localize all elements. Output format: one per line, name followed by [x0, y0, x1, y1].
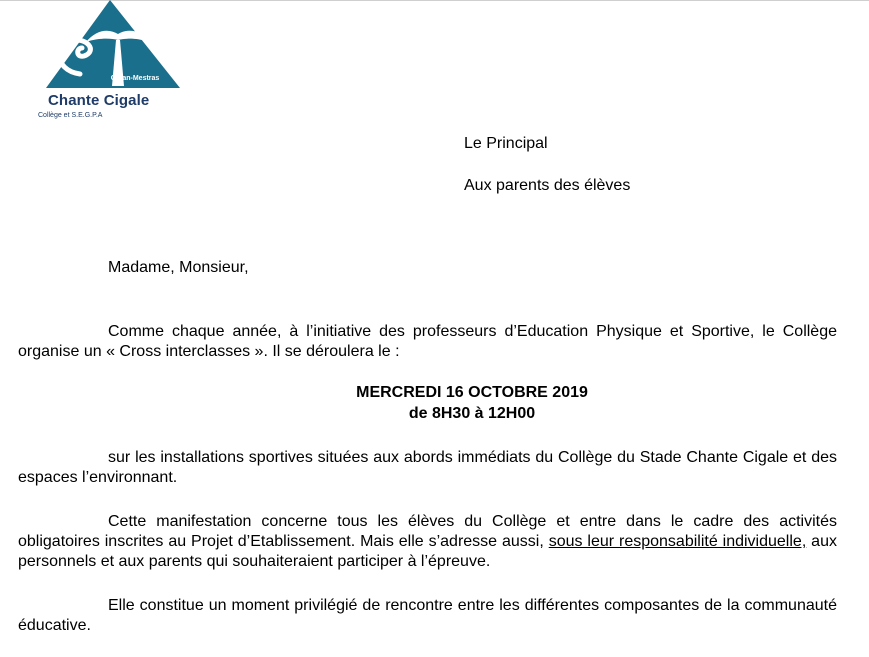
logo-place-label: Gujan-Mestras — [110, 75, 160, 82]
sender: Le Principal — [464, 135, 548, 152]
logo-subtitle: Collège et S.E.G.P.A — [38, 112, 103, 119]
school-logo — [20, 0, 180, 125]
participation-text-end: aux personnels et aux parents qui souhaiteraient participer à l’épreuve. — [18, 533, 837, 570]
greeting: Madame, Monsieur, — [108, 259, 249, 276]
paragraph-intro: Comme chaque année, à l’initiative des professeurs d’Education Physique et Sportive, le Collège organise un « Cross interclasses ». Il se déroulera le : — [18, 323, 837, 360]
paragraph-location: sur les installations sportives situées aux abords immédiats du Collège du Stade Chante Cigale et des espaces l’environnant. — [18, 449, 837, 486]
logo-school-name: Chante Cigale — [48, 92, 150, 109]
recipient: Aux parents des élèves — [464, 177, 631, 194]
paragraph-community: Elle constitue un moment privilégié de rencontre entre les différentes composantes de la communauté éducative. — [18, 597, 837, 634]
paragraph-participation — [18, 512, 837, 572]
participation-text-underlined: sous leur responsabilité individuelle, — [548, 533, 807, 550]
event-date: MERCREDI 16 OCTOBRE 2019 — [356, 384, 588, 401]
participation-text-start: Cette manifestation concerne tous les élèves du Collège et entre dans le cadre des activités obligatoires inscrites au Projet d’Etablissement. Mais elle s’adresse aussi, — [18, 513, 837, 550]
event-time: de 8H30 à 12H00 — [408, 405, 536, 422]
